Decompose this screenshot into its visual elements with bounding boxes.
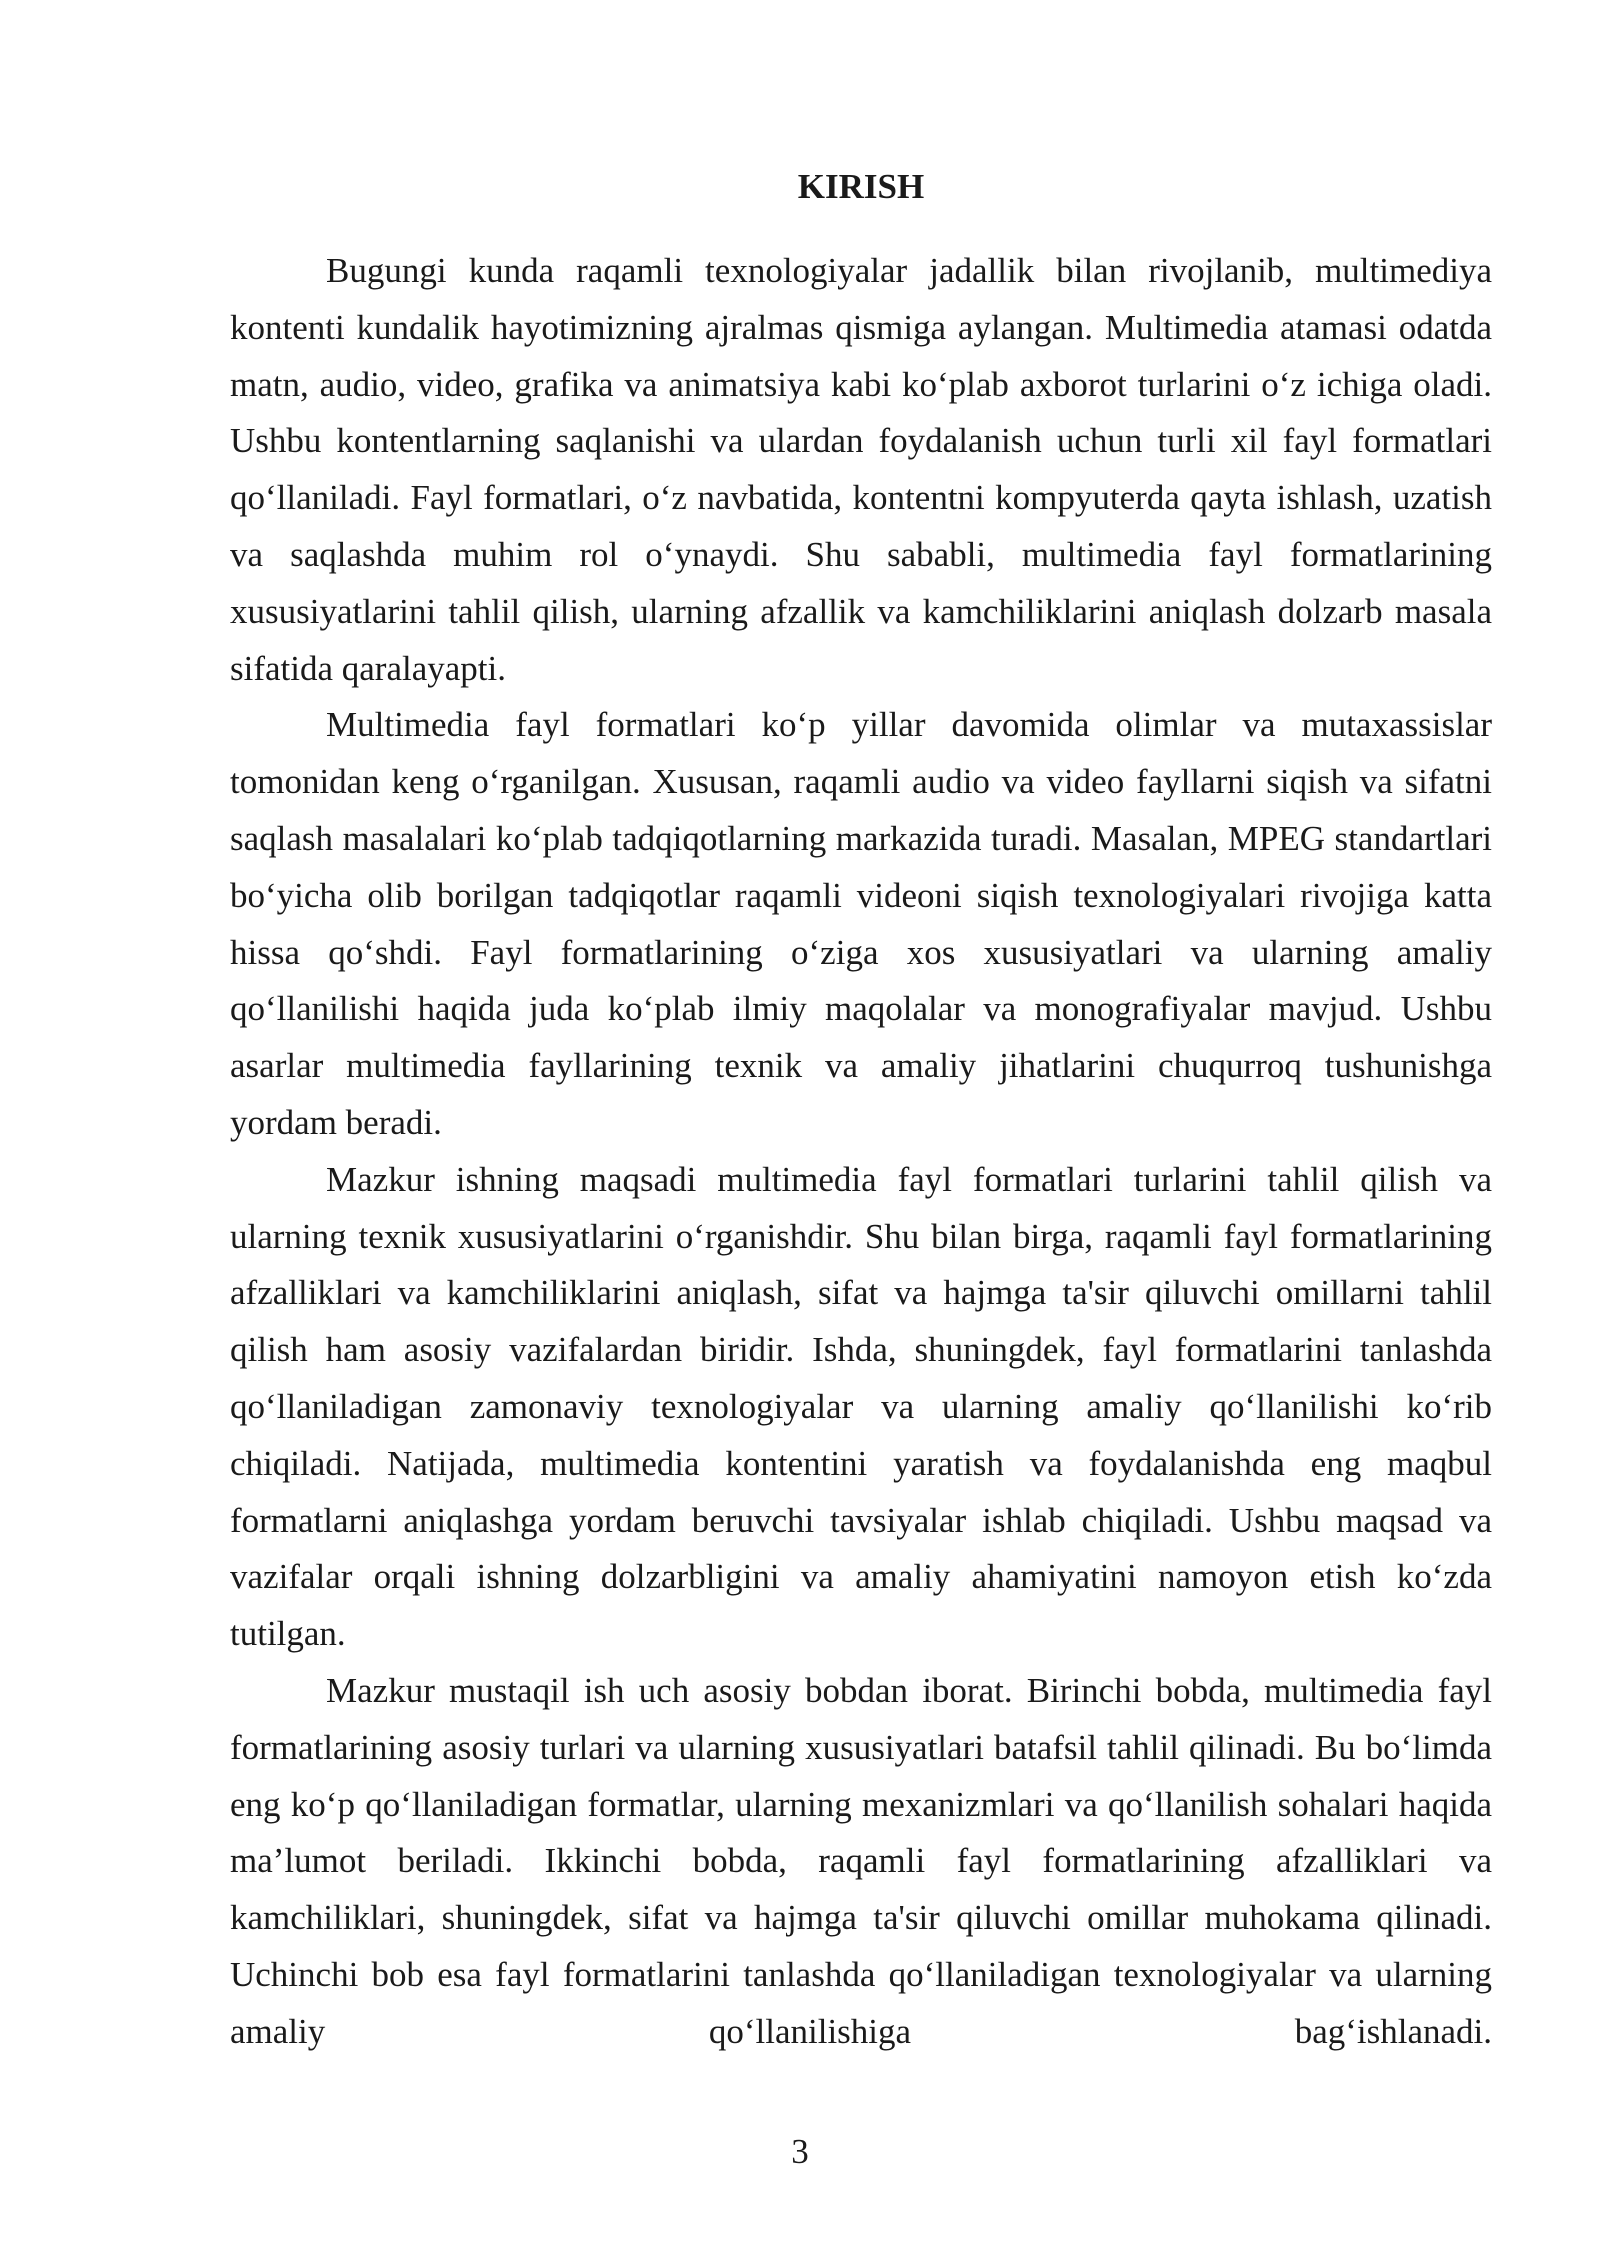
paragraph-3: Mazkur ishning maqsadi multimedia fayl formatlari turlarini tahlil qilish va ularning texnik xususiyatlarini o‘rganishdir. Shu bilan birga, raqamli fayl formatlarining afzalliklari va kamchiliklarini aniqlash, sifat va hajmga ta'sir qiluvchi omillarni tahlil qilish ham asosiy vazifalardan biridir. Ishda, shuningdek, fayl formatlarini tanlashda qo‘llaniladigan zamonaviy texnologiyalar va ularning amaliy qo‘llanilishi ko‘rib chiqiladi. Natijada, multimedia kontentini yaratish va foydalanishda eng maqbul formatlarni aniqlashga yordam beruvchi tavsiyalar ishlab chiqiladi. Ushbu maqsad va vazifalar orqali ishning dolzarbligini va amaliy ahamiyatini namoyon etish ko‘zda tutilgan. xyxy=(230,1159,1492,1654)
paragraph-1: Bugungi kunda raqamli texnologiyalar jadallik bilan rivojlanib, multimediya kontenti kundalik hayotimizning ajralmas qismiga aylangan. Multimedia atamasi odatda matn, audio, video, grafika va animatsiya kabi ko‘plab axborot turlarini o‘z ichiga oladi. Ushbu kontentlarning saqlanishi va ulardan foydalanish uchun turli xil fayl formatlari qo‘llaniladi. Fayl formatlari, o‘z navbatida, kontentni kompyuterda qayta ishlash, uzatish va saqlashda muhim rol o‘ynaydi. Shu sababli, multimedia fayl formatlarining xususiyatlarini tahlil qilish, ularning afzallik va kamchiliklarini aniqlash dolzarb masala sifatida qaralayapti. xyxy=(230,251,1492,688)
paragraph-2: Multimedia fayl formatlari ko‘p yillar davomida olimlar va mutaxassislar tomonidan keng o‘rganilgan. Xususan, raqamli audio va video fayllarni siqish va sifatni saqlash masalalari ko‘plab tadqiqotlarning markazida turadi. Masalan, MPEG standartlari bo‘yicha olib borilgan tadqiqotlar raqamli videoni siqish texnologiyalari rivojiga katta hissa qo‘shdi. Fayl formatlarining o‘ziga xos xususiyatlari va ularning amaliy qo‘llanilishi haqida juda ko‘plab ilmiy maqolalar va monografiyalar mavjud. Ushbu asarlar multimedia fayllarining texnik va amaliy jihatlarini chuqurroq tushunishga yordam beradi. xyxy=(230,705,1492,1142)
page-content xyxy=(230,165,1492,2061)
section-title: KIRISH xyxy=(797,167,925,206)
paragraph-4: Mazkur mustaqil ish uch asosiy bobdan iborat. Birinchi bobda, multimedia fayl formatlarining asosiy turlari va ularning xususiyatlari batafsil tahlil qilinadi. Bu bo‘limda eng ko‘p qo‘llaniladigan formatlar, ularning mexanizmlari va qo‘llanilish sohalari haqida ma’lumot beriladi. Ikkinchi bobda, raqamli fayl formatlarining afzalliklari va kamchiliklari, shuningdek, sifat va hajmga ta'sir qiluvchi omillar muhokama qilinadi. Uchinchi bob esa fayl formatlarini tanlashda qo‘llaniladigan texnologiyalar va ularning amaliy qo‘llanilishiga bag‘ishlanadi. xyxy=(230,1670,1492,2051)
page-number: 3 xyxy=(791,2132,809,2171)
